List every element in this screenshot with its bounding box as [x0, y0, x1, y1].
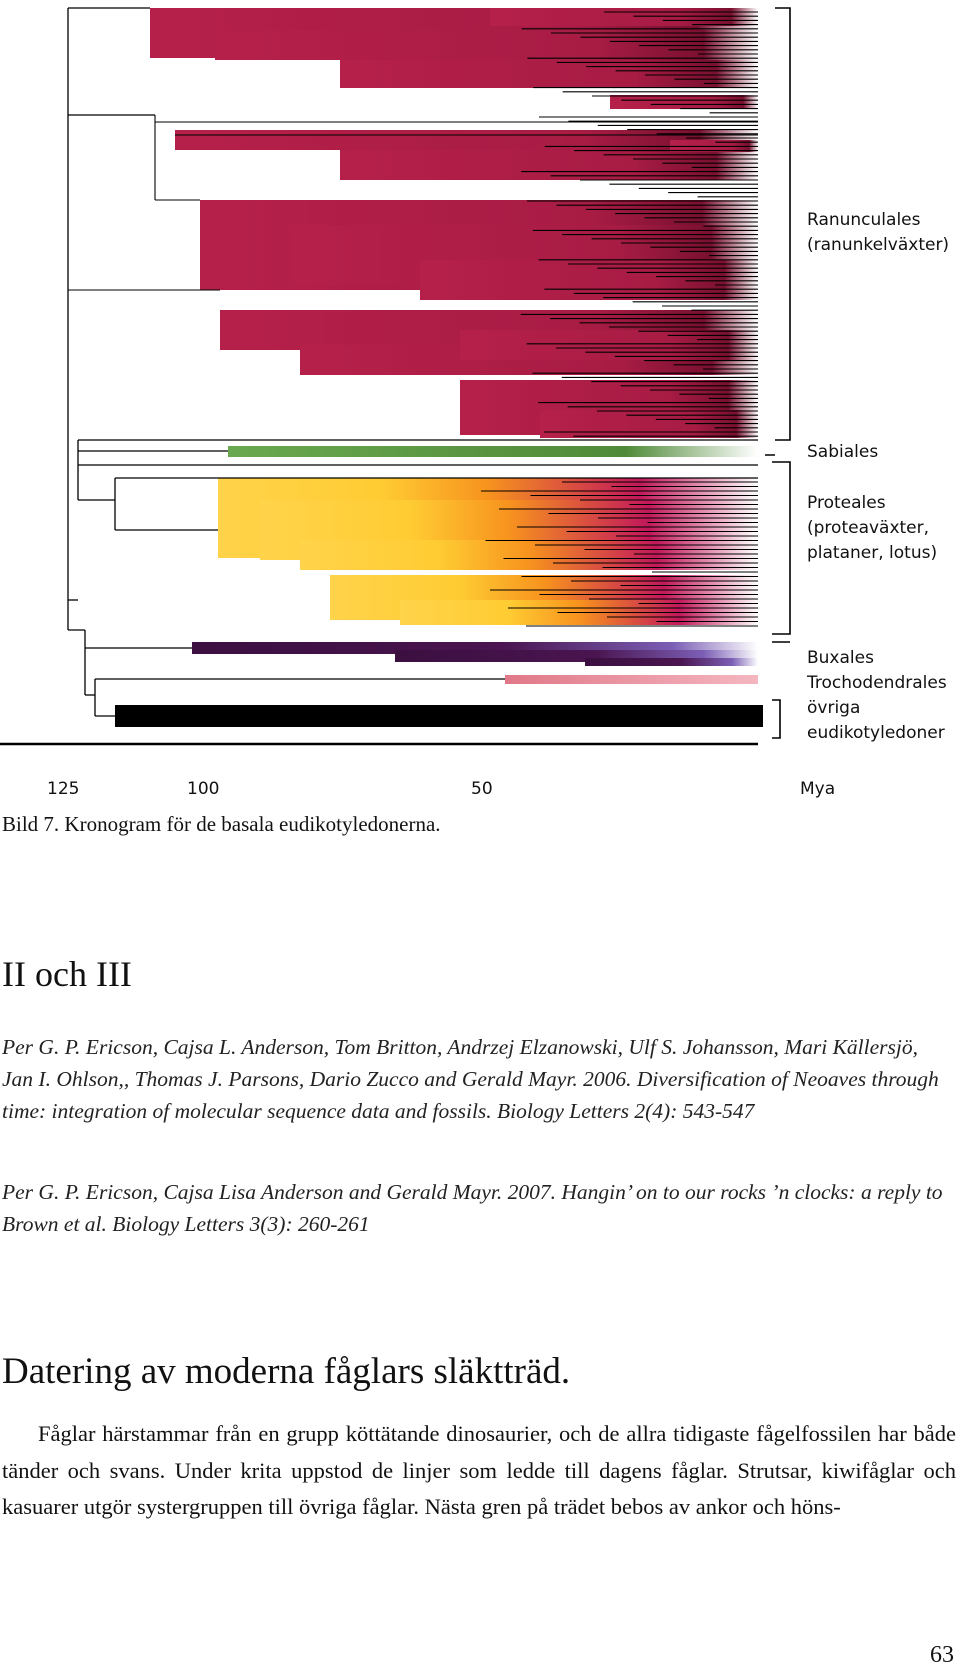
reference-item: Per G. P. Ericson, Cajsa L. Anderson, Tom Britton, Andrzej Elzanowski, Ulf S. Johansson, Mari Källersjö, Jan I. Ohlson,, Thomas J. Parsons, Dario Zucco and Gerald Mayr. 2006. Diversification of Neoaves through time: integration of molecular sequence data and fossils. Biology Letters 2(4): 543-547: [2, 1035, 939, 1123]
ranunculales-branches: [68, 8, 758, 438]
clade-label-proteales: Proteales (proteaväxter, plataner, lotus): [807, 493, 938, 563]
figure-caption: Bild 7. Kronogram för de basala eudikotyledonerna.: [2, 812, 441, 836]
other-eudicots-branch: [115, 705, 763, 727]
ranunculales-branch: [340, 60, 758, 88]
ranunculales-branch: [460, 330, 758, 360]
axis-tick-50: 50: [471, 779, 493, 799]
proteales-branches: [218, 478, 758, 626]
clade-label-buxales: Buxales: [807, 648, 874, 668]
page-number: 63: [930, 1642, 954, 1668]
buxales-subbranch-2: [585, 658, 758, 666]
clade-label-sabiales: Sabiales: [807, 442, 879, 462]
axis-unit: Mya: [800, 779, 836, 799]
trochodendrales-branch: [505, 675, 758, 684]
clade-label-ranunculales: Ranunculales (ranunkelväxter): [807, 210, 950, 255]
sabiales-branch: [228, 446, 758, 457]
clade-brackets: [765, 8, 790, 738]
ranunculales-branch: [490, 8, 758, 26]
clade-label-trochodendrales: Trochodendrales: [807, 673, 947, 693]
ranunculales-branch: [420, 260, 758, 300]
axis-tick-125: 125: [47, 779, 80, 799]
axis-tick-100: 100: [187, 779, 220, 799]
clade-label-other-eudicots: övriga eudikotyledoner: [807, 698, 945, 743]
ranunculales-branch: [610, 95, 758, 109]
section-heading: Datering av moderna fåglars släktträd.: [2, 1351, 571, 1392]
reference-item: Per G. P. Ericson, Cajsa Lisa Anderson and Gerald Mayr. 2007. Hangin’ on to our rocks ’n clocks: a reply to Brown et al. Biology Letters 3(3): 260-261: [2, 1180, 943, 1236]
body-paragraph: Fåglar härstammar från en grupp köttätande dinosaurier, och de allra tidigaste fågelfossilen har både tänder och svans. Under krita uppstod de linjer som ledde till dagens fåglar. Strutsar, kiwifåglar och kasuarer utgör systergruppen till övriga fåglar. Nästa gren på trädet bebos av ankor och höns-: [2, 1421, 956, 1519]
ranunculales-branch: [215, 30, 758, 60]
chronogram-figure: [0, 0, 960, 800]
references-heading: II och III: [2, 954, 132, 994]
